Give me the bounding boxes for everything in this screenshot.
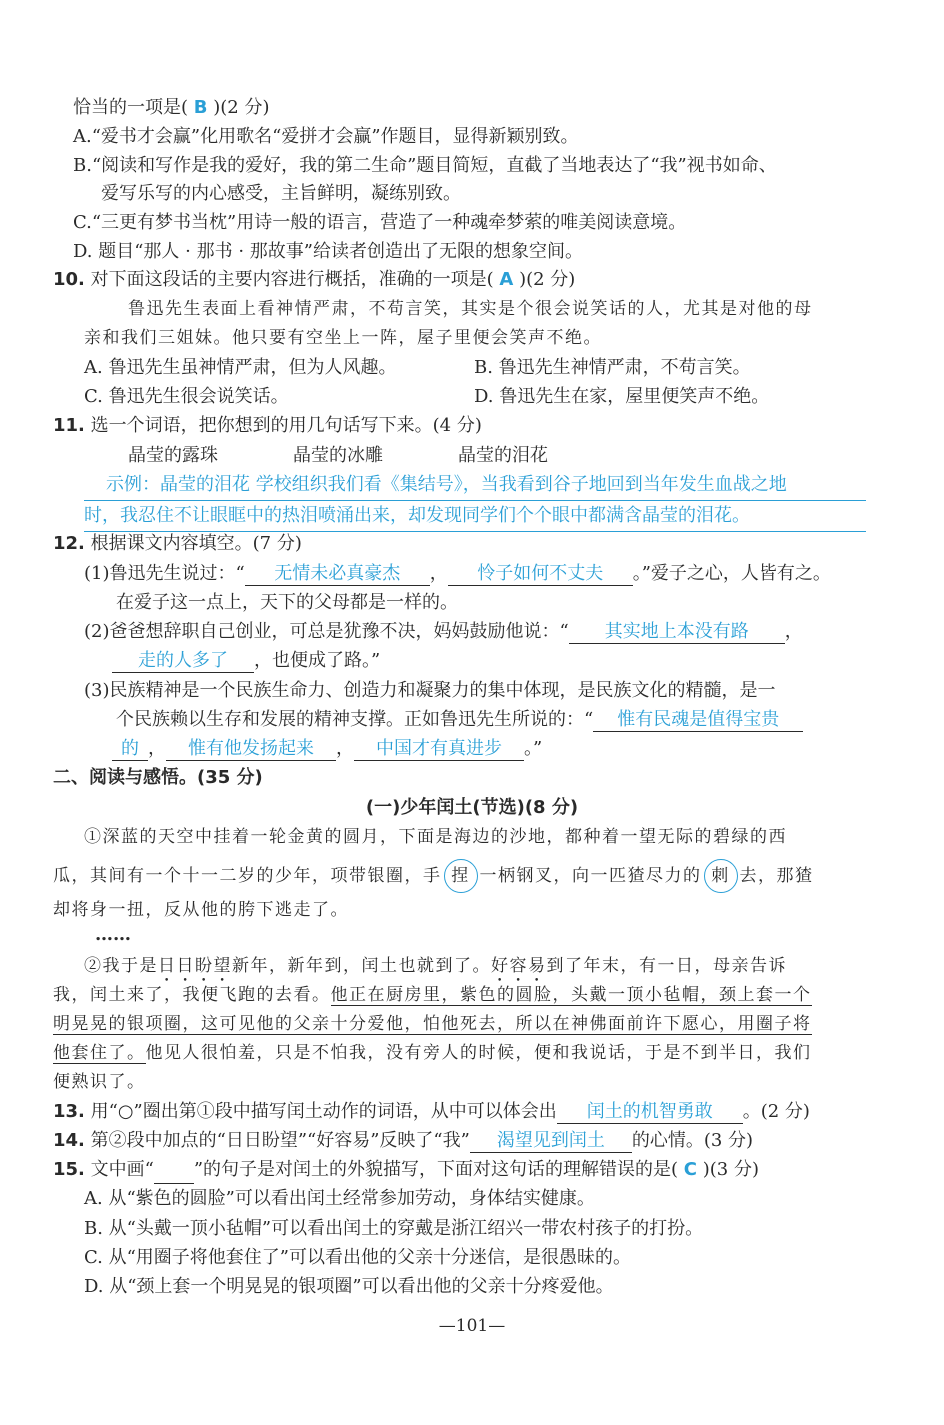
q12-sep-4: ， — [336, 738, 354, 759]
q12-answer-5b: 的 — [112, 738, 148, 761]
q10-option-d: D. 鲁迅先生在家，屋里便笑声不绝。 — [474, 386, 770, 407]
q12-answer-6: 惟有他发扬起来 — [166, 738, 336, 761]
dotted-word-2: 好容易 — [491, 956, 547, 976]
q14-number: 14. — [53, 1130, 85, 1151]
q11-example-line-1: 示例：晶莹的泪花 学校组织我们看《集结号》，当我看到谷子地回到当年发生血战之地 — [84, 470, 866, 501]
q13 — [53, 1099, 810, 1125]
q12-part-3-cont — [116, 707, 803, 733]
reading-1-title: (一)少年闰土(节选)(8 分) — [365, 797, 579, 818]
q12-part-1 — [84, 561, 831, 587]
passage-para-2-line-4 — [53, 1040, 812, 1066]
passage-para-1-line-3: 却将身一扭，反从他的胯下逃走了。 — [53, 900, 349, 920]
passage-text: 他见人很怕羞，只是不怕我，没有旁人的时候，便和我说话，于是不到半日，我们 — [145, 1043, 812, 1063]
q15-option-a: A. 从“紫色的圆脸”可以看出闰土经常参加劳动，身体结实健康。 — [84, 1188, 595, 1209]
q14-stem-text: 第②段中加点的“日日盼望”“好容易”反映了“我” — [90, 1130, 470, 1151]
q10-option-c: C. 鲁迅先生很会说笑话。 — [84, 386, 289, 407]
q12-stem-text: 根据课文内容填空。(7 分) — [90, 533, 302, 554]
q15-number: 15. — [53, 1159, 85, 1180]
passage-para-2-line-3 — [53, 1011, 812, 1037]
q12-answer-1: 无情未必真豪杰 — [245, 563, 430, 586]
q11-example-answer — [84, 470, 866, 532]
passage-para-2-line-2 — [53, 982, 812, 1008]
q10-stem — [53, 267, 575, 293]
q13-stem-text: 用“○”圈出第①段中描写闰土动作的词语，从中可以体会出 — [90, 1101, 557, 1122]
q11-example-line-2: 时，我忍住不让眼眶中的热泪喷涌出来，却发现同学们个个眼中都满含晶莹的泪花。 — [84, 501, 866, 532]
q12-sep-3: ， — [148, 738, 166, 759]
q13-answer: 闰土的机智勇敢 — [557, 1101, 743, 1124]
q11-word-2: 晶莹的冰雕 — [293, 445, 383, 466]
q10-option-a: A. 鲁迅先生虽神情严肃，但为人风趣。 — [84, 357, 397, 378]
q14-answer: 渴望见到闰土 — [470, 1130, 632, 1153]
q12-part-3-end-line — [112, 736, 542, 762]
q10-answer: A — [499, 269, 514, 290]
dotted-word-1: 日日盼望 — [158, 956, 232, 976]
page-number: —101— — [438, 1316, 506, 1336]
circled-word-1: 捏 — [444, 859, 478, 893]
q13-score: 。(2 分) — [742, 1101, 810, 1122]
q10-passage-line-1: 鲁迅先生表面上看神情严肃，不苟言笑，其实是个很会说笑话的人，尤其是对他的母 — [128, 299, 813, 319]
q12-part-3-end: 。” — [524, 738, 543, 759]
q15-answer: C — [683, 1159, 698, 1180]
q9-option-a: A.“爱书才会赢”化用歌名“爱拼才会赢”作题目，显得新颖别致。 — [73, 126, 579, 147]
q12-part-1-end: 。”爱子之心，人皆有之。 — [632, 563, 831, 584]
passage-text: 新年，新年到，闰土也就到了。 — [232, 956, 491, 976]
q9-option-d: D. 题目“那人 · 那书 · 那故事”给读者创造出了无限的想象空间。 — [73, 241, 583, 262]
passage-text: ②我于是 — [84, 956, 158, 976]
q12-part-3: (3)民族精神是一个民族生命力、创造力和凝聚力的集中体现，是民族文化的精髓，是一 — [84, 680, 776, 701]
q15-underline-sample — [154, 1157, 194, 1184]
q12-answer-3: 其实地上本没有路 — [569, 621, 785, 644]
q15 — [53, 1157, 759, 1184]
q12-part-3-text: 个民族赖以生存和发展的精神支撑。正如鲁迅先生所说的：“ — [116, 709, 594, 730]
passage-para-2-line-5: 便熟识了。 — [53, 1072, 146, 1092]
q15-option-c: C. 从“用圈子将他套住了”可以看出他的父亲十分迷信，是很愚昧的。 — [84, 1247, 631, 1268]
q11-stem-text: 选一个词语，把你想到的用几句话写下来。(4 分) — [90, 415, 482, 436]
q11-word-3: 晶莹的泪花 — [458, 445, 548, 466]
passage-para-1-line-2 — [53, 859, 814, 893]
q12-sep-1: ， — [429, 563, 448, 584]
q12-part-1-text: (1)鲁迅先生说过：“ — [84, 563, 245, 584]
q15-stem-text-2: ”的句子是对闰土的外貌描写，下面对这句话的理解错误的是( — [193, 1159, 679, 1180]
q10-stem-text: 对下面这段话的主要内容进行概括，准确的一项是( — [90, 269, 494, 290]
q12-part-2-end: ，也便成了路。” — [254, 650, 381, 671]
q15-option-d: D. 从“颈上套一个明晃晃的银项圈”可以看出他的父亲十分疼爱他。 — [84, 1276, 614, 1297]
q9-stem-text: 恰当的一项是( — [73, 97, 189, 118]
underlined-sentence: 明晃晃的银项圈，这可见他的父亲十分爱他，怕他死去，所以在神佛面前许下愿心，用圈子将 — [53, 1014, 812, 1034]
q10-score: )(2 分) — [519, 269, 576, 290]
q12-part-1-cont: 在爱子这一点上，天下的父母都是一样的。 — [116, 592, 458, 613]
passage-text: 一柄钢叉，向一匹猹尽力的 — [479, 866, 702, 886]
underlined-sentence: 他正在厨房里，紫色的圆脸，头戴一顶小毡帽，颈上套一个 — [330, 985, 812, 1005]
q11-number: 11. — [53, 415, 85, 436]
q10-option-b: B. 鲁迅先生神情严肃，不苟言笑。 — [474, 357, 751, 378]
passage-text: 瓜，其间有一个十一二岁的少年，项带银圈，手 — [53, 866, 442, 886]
q9-option-b-cont: 爱写乐写的内心感受，主旨鲜明，凝练别致。 — [101, 183, 461, 204]
q9-answer: B — [193, 97, 208, 118]
q12-answer-4: 走的人多了 — [112, 650, 254, 673]
q9-score: )(2 分) — [213, 97, 270, 118]
q12-part-2 — [84, 619, 803, 645]
q9-stem — [73, 95, 269, 121]
q13-number: 13. — [53, 1101, 85, 1122]
q15-stem-text: 文中画“ — [90, 1159, 154, 1180]
circled-word-2: 刺 — [704, 859, 738, 893]
q9-option-b: B.“阅读和写作是我的爱好，我的第二生命”题目简短，直截了当地表达了“我”视书如命、 — [73, 155, 777, 176]
q12-number: 12. — [53, 533, 85, 554]
passage-text: 到了年末，有一日，母亲告诉 — [546, 956, 787, 976]
q11-word-1: 晶莹的露珠 — [128, 445, 218, 466]
q12-answer-7: 中国才有真进步 — [354, 738, 524, 761]
q10-number: 10. — [53, 269, 85, 290]
underlined-sentence: 他套住了。 — [53, 1043, 146, 1063]
q12-answer-5a: 惟有民魂是值得宝贵 — [593, 709, 803, 732]
q15-option-b: B. 从“头戴一顶小毡帽”可以看出闰土的穿戴是浙江绍兴一带农村孩子的打扮。 — [84, 1218, 704, 1239]
q12-answer-2: 怜子如何不丈夫 — [448, 563, 633, 586]
passage-text: 我，闰土来了，我便飞跑的去看。 — [53, 985, 331, 1005]
q9-option-c: C.“三更有梦书当枕”用诗一般的语言，营造了一种魂牵梦萦的唯美阅读意境。 — [73, 212, 687, 233]
q12-stem — [53, 531, 302, 557]
q12-part-2-text: (2)爸爸想辞职自己创业，可总是犹豫不决，妈妈鼓励他说：“ — [84, 621, 569, 642]
q12-part-2-cont — [112, 648, 380, 674]
q12-sep-2: ， — [784, 621, 803, 642]
q14-score: 的心情。(3 分) — [631, 1130, 754, 1151]
q11-stem — [53, 413, 482, 439]
q10-passage-line-2: 亲和我们三姐妹。他只要有空坐上一阵，屋子里便会笑声不绝。 — [84, 328, 602, 348]
passage-text: 去，那猹 — [739, 866, 814, 886]
passage-para-1-line-1: ①深蓝的天空中挂着一轮金黄的圆月，下面是海边的沙地，都种着一望无际的碧绿的西 — [84, 827, 787, 847]
q15-score: )(3 分) — [702, 1159, 759, 1180]
passage-ellipsis: …… — [95, 924, 131, 945]
section-2-title: 二、阅读与感悟。(35 分) — [53, 767, 263, 788]
q14 — [53, 1128, 753, 1154]
